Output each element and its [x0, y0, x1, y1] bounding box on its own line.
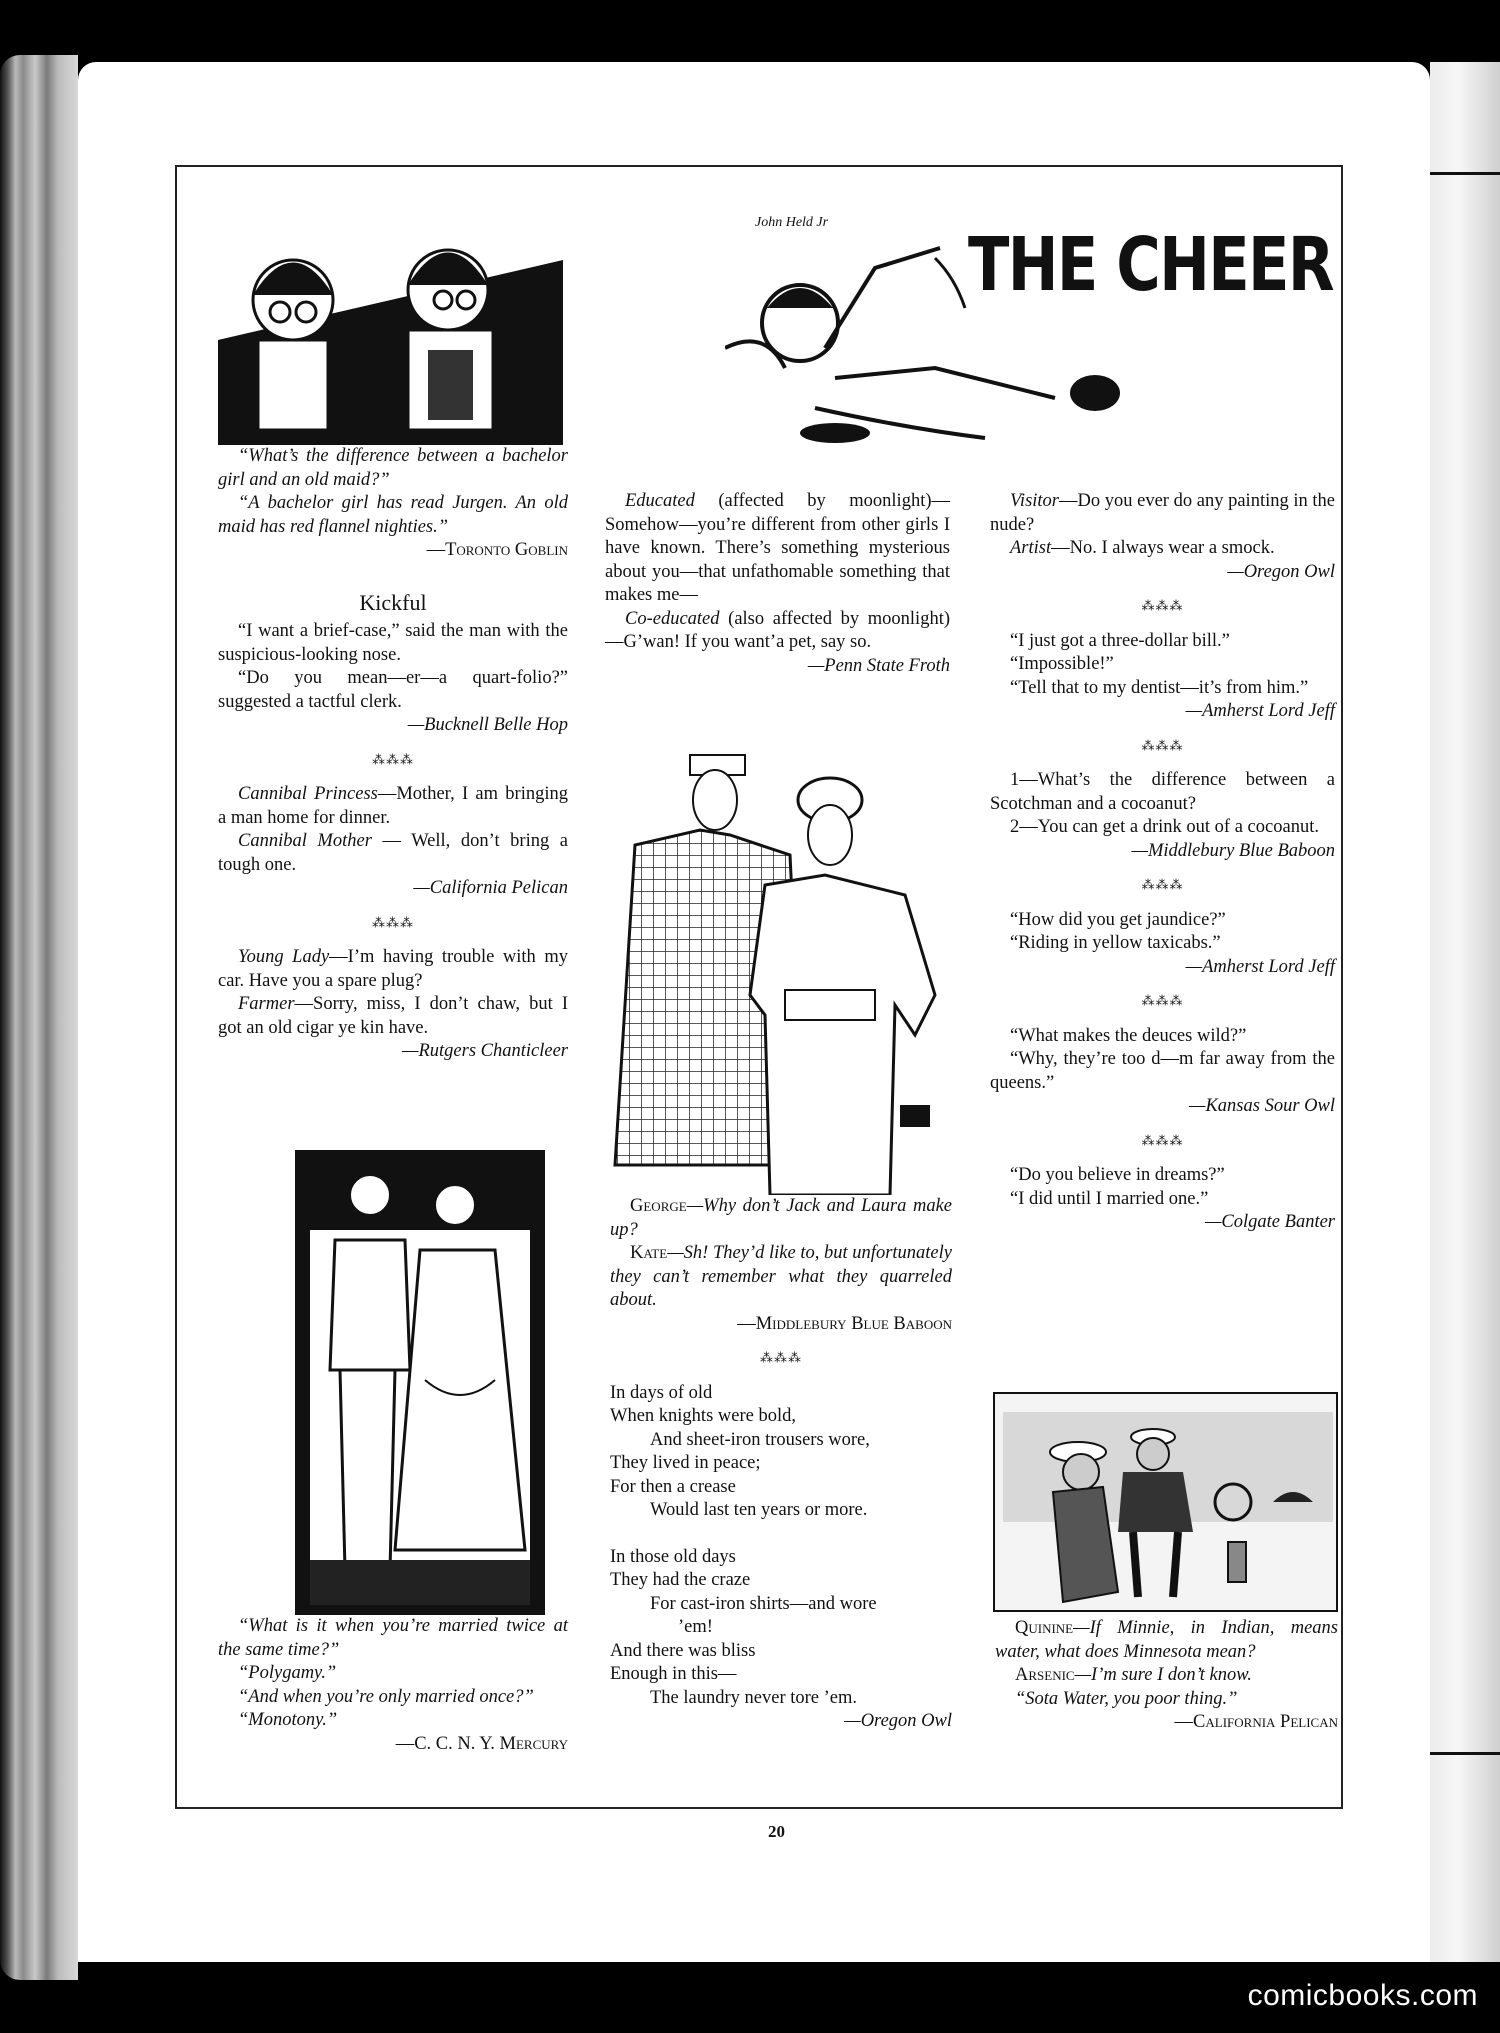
two-boys-cartoon — [218, 200, 563, 445]
poem-line: For then a crease — [610, 1476, 736, 1497]
separator: ⁂⁂⁂ — [1141, 598, 1184, 613]
poem-line: Enough in this— — [610, 1664, 737, 1684]
source-credit: —Amherst Lord Jeff — [1185, 701, 1335, 721]
joke-line: “Monotony.” — [238, 1710, 338, 1730]
joke-line: “And when you’re only married once?” — [238, 1686, 534, 1707]
street-scene-cartoon — [993, 1392, 1338, 1612]
poem — [610, 1382, 952, 1711]
source-credit: —Kansas Sour Owl — [1189, 1096, 1335, 1116]
source-credit: —Amherst Lord Jeff — [1185, 956, 1335, 977]
column-1-top — [218, 445, 568, 1064]
separator: ⁂⁂⁂ — [372, 914, 414, 930]
source-credit: —Rutgers Chanticleer — [402, 1041, 568, 1061]
column-2-top — [605, 490, 950, 678]
poem-line: They had the craze — [610, 1570, 751, 1590]
joke-line: “Why, they’re too d—m far away from the queens.” — [990, 1049, 1335, 1093]
dialogue-line: Artist—No. I always wear a smock. — [1010, 538, 1275, 558]
joke-line: 2—You can get a drink out of a cocoanut. — [1010, 817, 1319, 837]
dialogue-line: Visitor—Do you ever do any painting in the nude? — [990, 491, 1335, 535]
dialogue-line: Cannibal Princess—Mother, I am bringing a man home for dinner. — [218, 784, 568, 828]
top-black-border — [0, 0, 1500, 68]
joke-line: “I just got a three-dollar bill.” — [1010, 630, 1230, 651]
column-3-bottom — [995, 1617, 1338, 1735]
separator: ⁂⁂⁂ — [1141, 877, 1184, 892]
joke-line: “Do you mean—er—a quart-folio?” suggested a tactful clerk. — [218, 668, 568, 712]
artist-signature: John Held Jr — [755, 215, 829, 230]
column-1-bottom — [218, 1615, 568, 1756]
joke-line: “I want a brief-case,” said the man with the suspicious-looking nose. — [218, 621, 568, 665]
separator: ⁂⁂⁂ — [1141, 993, 1184, 1008]
source-credit: —Penn State Froth — [807, 655, 950, 676]
dialogue-line: Co-educated (also affected by moonlight)—G’wan! If you want’a pet, say so. — [605, 608, 950, 652]
joke-line: “Polygamy.” — [238, 1663, 337, 1683]
poem-line: And there was bliss — [610, 1640, 756, 1661]
dialogue-line: George—Why don’t Jack and Laura make up? — [610, 1196, 952, 1240]
joke-line: 1—What’s the difference between a Scotchman and a cocoanut? — [990, 770, 1335, 814]
dialogue-line: Arsenic—I’m sure I don’t know. — [1015, 1665, 1252, 1685]
joke-line: “How did you get jaundice?” — [1010, 909, 1226, 930]
source-credit: —Middlebury Blue Baboon — [737, 1313, 952, 1334]
dialogue-line: Educated (affected by moonlight)—Somehow—you’re different from other girls I have known. There’s something mysterious about you—that unfathomable something that makes me— — [605, 491, 950, 605]
separator: ⁂⁂⁂ — [760, 1350, 802, 1365]
joke-heading: Kickful — [359, 589, 427, 615]
joke-line: “Impossible!” — [1010, 654, 1114, 674]
dialogue-line: Kate—Sh! They’d like to, but unfortunately they can’t remember what they quarreled about. — [610, 1243, 952, 1310]
source-credit: —Oregon Owl — [1227, 561, 1335, 582]
separator: ⁂⁂⁂ — [1141, 737, 1184, 753]
source-credit: —C. C. N. Y. Mercury — [395, 1733, 568, 1754]
dialogue-line: Quinine—If Minnie, in Indian, means water, what does Minnesota mean? — [995, 1618, 1338, 1662]
poem-line: Would last ten years or more. — [650, 1500, 868, 1520]
dialogue-line: Cannibal Mother — Well, don’t bring a tough one. — [218, 831, 568, 875]
joke-line: “Tell that to my dentist—it’s from him.” — [1010, 677, 1309, 698]
poem-line — [610, 1523, 952, 1546]
joke-line: “What makes the deuces wild?” — [1010, 1025, 1247, 1046]
source-credit: —California Pelican — [413, 878, 568, 898]
joke-line: “What is it when you’re married twice at the same time?” — [218, 1616, 568, 1660]
source-credit: —Toronto Goblin — [426, 540, 568, 560]
joke-line: “I did until I married one.” — [1010, 1188, 1209, 1209]
poem-line: And sheet-iron trousers wore, — [650, 1429, 870, 1450]
poem-line: They lived in peace; — [610, 1453, 761, 1473]
poem-line: For cast-iron shirts—and wore — [650, 1593, 877, 1614]
poem-line: In days of old — [610, 1382, 713, 1403]
poem-line: ’em! — [678, 1617, 713, 1637]
source-credit: —Colgate Banter — [1204, 1212, 1335, 1232]
dialogue-line: Farmer—Sorry, miss, I don’t chaw, but I got an old cigar ye kin have. — [218, 994, 568, 1038]
dialogue-line: Young Lady—I’m having trouble with my car. Have you a spare plug? — [218, 947, 568, 991]
poem-line: When knights were bold, — [610, 1406, 796, 1426]
next-page-edge — [1430, 62, 1500, 1962]
dialogue-line: “Sota Water, you poor thing.” — [1015, 1688, 1238, 1709]
source-credit: —Middlebury Blue Baboon — [1131, 840, 1335, 861]
poem-line: In those old days — [610, 1546, 736, 1567]
column-2-bottom — [610, 1195, 952, 1734]
joke-line: “What’s the difference between a bachelor girl and an old maid?” — [218, 446, 568, 490]
couple-illustration — [295, 1150, 545, 1615]
joke-line: “A bachelor girl has read Jurgen. An old maid has red flannel nighties.” — [218, 493, 568, 537]
joke-line: “Do you believe in dreams?” — [1010, 1165, 1225, 1185]
book-binding — [0, 55, 78, 1980]
separator: ⁂⁂⁂ — [372, 751, 414, 767]
george-and-kate-illustration — [605, 735, 950, 1195]
page-number: 20 — [768, 1822, 785, 1841]
source-credit: —California Pelican — [1174, 1712, 1338, 1732]
source-credit: —Bucknell Belle Hop — [407, 715, 568, 735]
separator: ⁂⁂⁂ — [1141, 1132, 1184, 1148]
joke-line: “Riding in yellow taxicabs.” — [1010, 933, 1221, 953]
poem-line: The laundry never tore ’em. — [650, 1687, 858, 1708]
source-credit: —Oregon Owl — [844, 1711, 952, 1731]
page-title: THE CHEER — [968, 222, 1333, 308]
column-3 — [990, 490, 1335, 1235]
watermark: comicbooks.com — [1247, 1979, 1478, 2012]
